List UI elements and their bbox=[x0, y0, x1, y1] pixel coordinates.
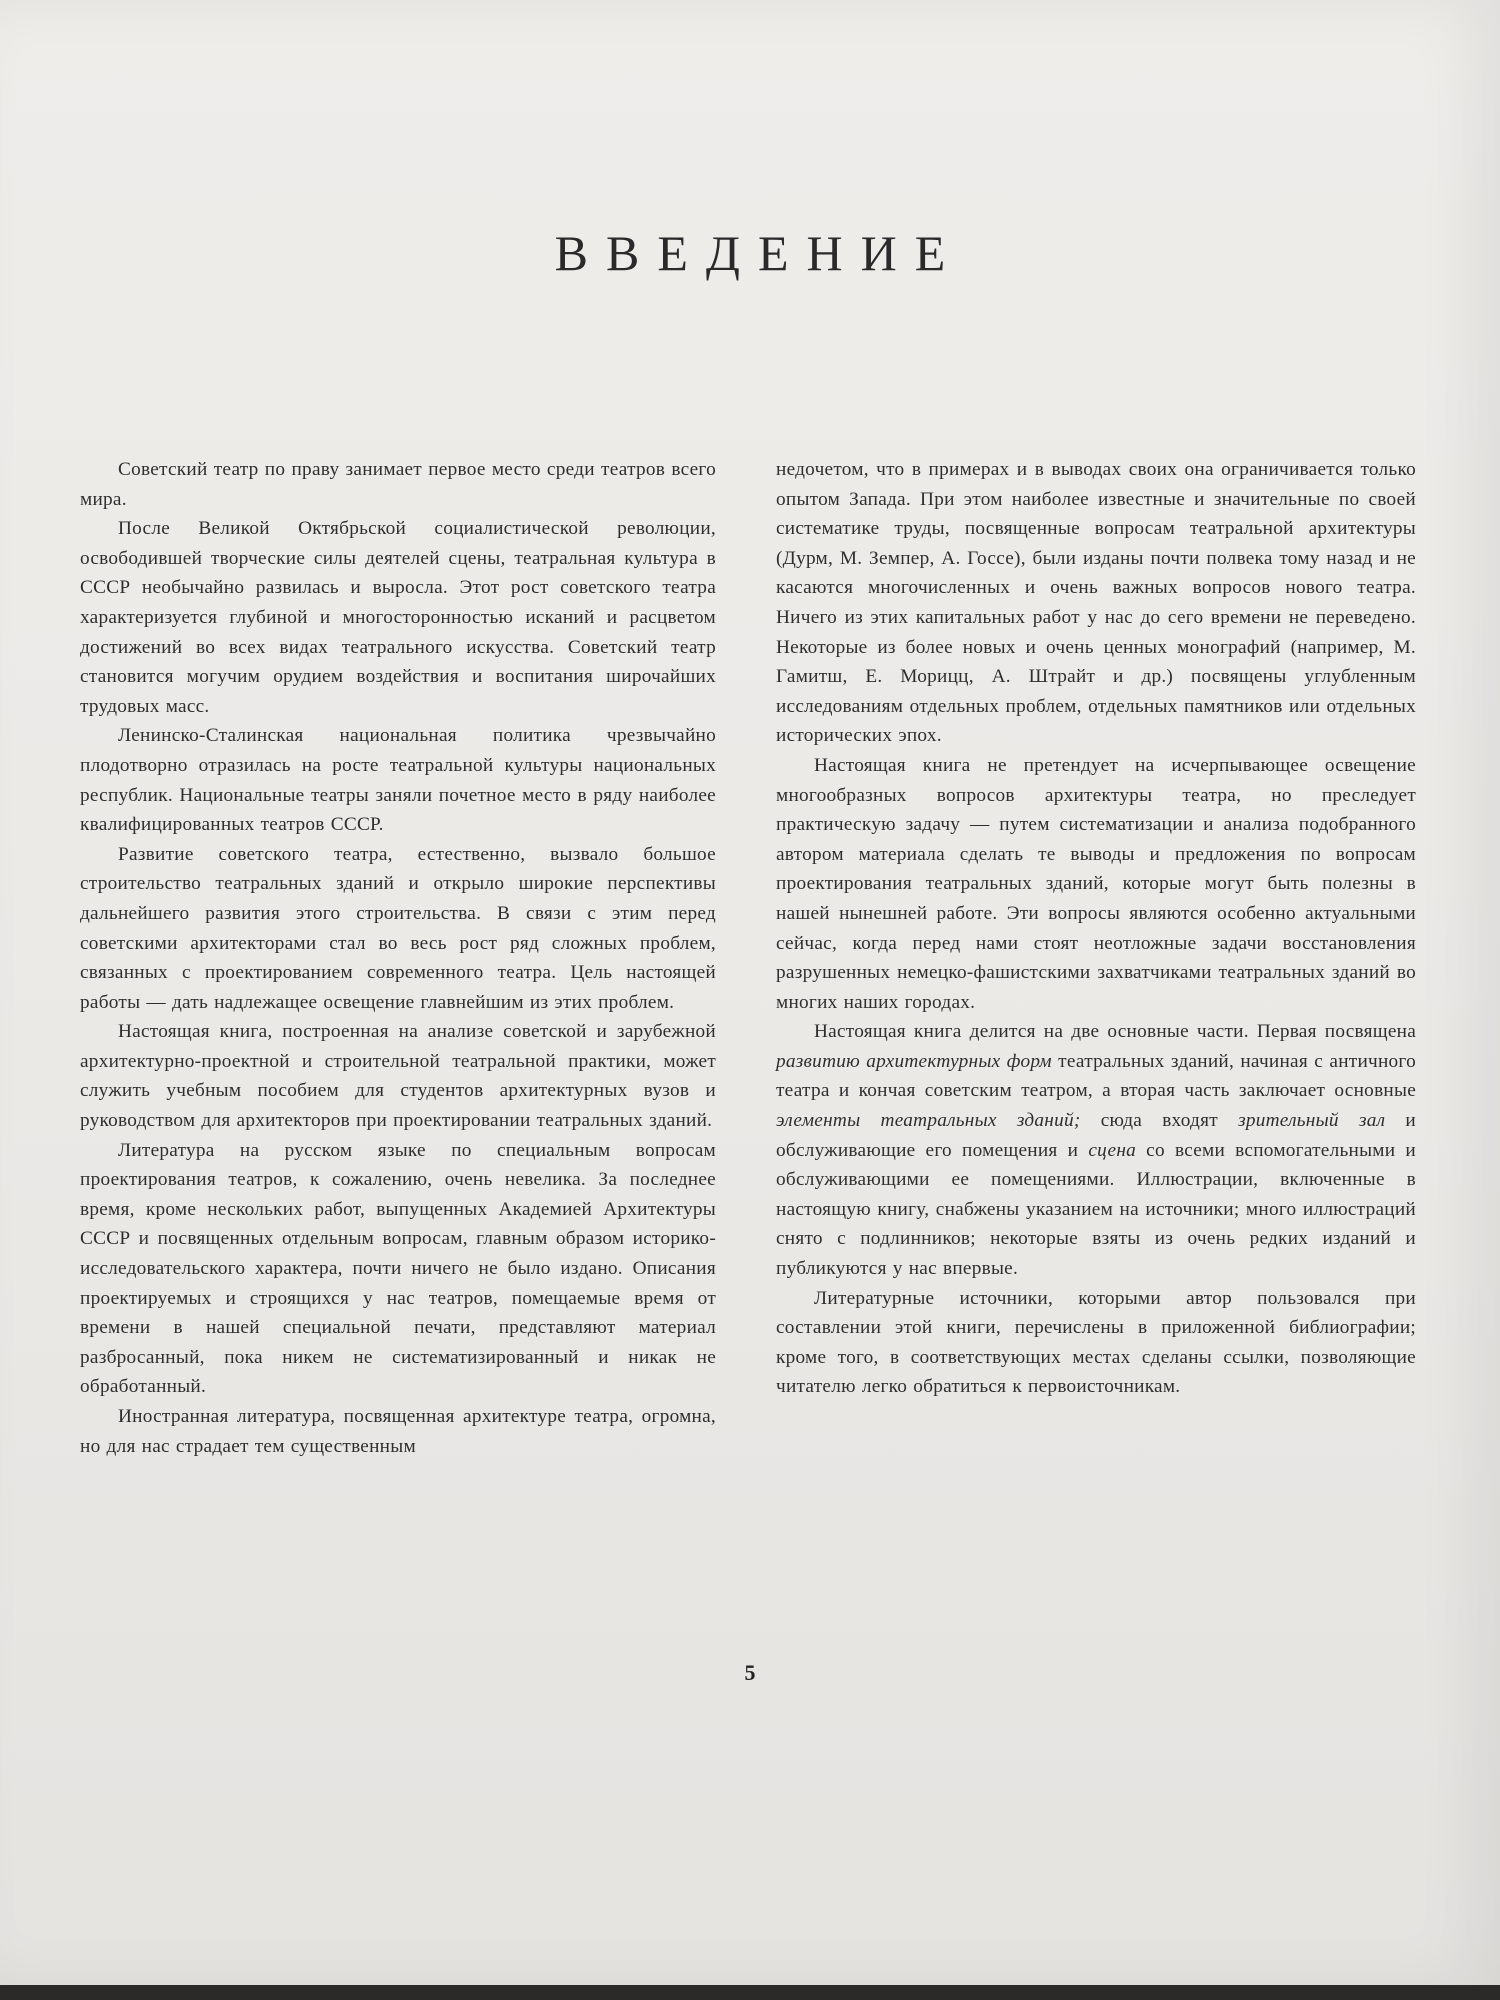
paragraph: недочетом, что в примерах и в выводах своих она ограничивается только опытом Запада. При этом наиболее известные и значительные по своей систематике труды, посвященные вопросам театральной архитектуры (Дурм, М. Земпер, А. Госсе), были изданы почти полвека тому назад и не касаются многочисленных и очень важных вопросов нового театра. Ничего из этих капитальных работ у нас до сего времени не переведено. Некоторые из более новых и очень ценных монографий (например, М. Гамитш, Е. Морицц, А. Штрайт и др.) посвящены углубленным исследованиям отдельных проблем, отдельных памятников или отдельных исторических эпох. bbox=[776, 459, 1416, 747]
paragraph: Иностранная литература, посвященная архитектуре театра, огромна, но для нас страдает тем существенным bbox=[80, 1406, 716, 1457]
text-run: и обслуживающие его помещения и bbox=[776, 1110, 1416, 1161]
chapter-title: ВВЕДЕНИЕ bbox=[554, 225, 964, 281]
paragraph-parts bbox=[776, 1017, 1416, 1283]
paragraph: Литература на русском языке по специальным вопросам проектирования театров, к сожалению, очень невелика. За последнее время, кроме нескольких работ, выпущенных Академией Архитектуры СССР и посвященных отдельным вопросам, главным образом историко-исследовательского характера, почти ничего не было издано. Описания проектируемых и строящихся у нас театров, помещаемые время от времени в нашей специальной печати, представляют материал разбросанный, пока никем не систематизированный и никак не обработанный. bbox=[80, 1139, 716, 1398]
emphasis: элементы театральных зданий; bbox=[776, 1110, 1081, 1132]
paragraph: Развитие советского театра, естественно, вызвало большое строительство театральных зданий и открыло широкие перспективы дальнейшего развития этого строительства. В связи с этим перед советскими архитекторами стал во весь рост ряд сложных проблем, связанных с проектированием современного театра. Цель настоящей работы — дать надлежащее освещение главнейшим из этих проблем. bbox=[80, 843, 716, 1013]
emphasis: сцена bbox=[1088, 1139, 1137, 1161]
paragraph: После Великой Октябрьской социалистической революции, освободившей творческие силы деятелей сцены, театральная культура в СССР необычайно развилась и выросла. Этот рост советского театра характеризуется глубиной и многосторонностью исканий и расцветом достижений во всех видах театрального искусства. Советский театр становится могучим орудием воздействия и воспитания широчайших трудовых масс. bbox=[80, 518, 716, 717]
paragraph: Настоящая книга не претендует на исчерпывающее освещение многообразных вопросов архитектуры театра, но преследует практическую задачу — путем систематизации и анализа подобранного автором материала сделать те выводы и предложения по вопросам проектирования театральных зданий, которые могут быть полезны в нашей нынешней работе. Эти вопросы являются особенно актуальными сейчас, когда перед нами стоят неотложные задачи восстановления разрушенных немецко-фашистскими захватчиками театральных зданий во многих наших городах. bbox=[776, 754, 1416, 1013]
paragraph: Литературные источники, которыми автор пользовался при составлении этой книги, перечислены в приложенной библиографии; кроме того, в соответствующих местах сделаны ссылки, позволяющие читателю легко обратиться к первоисточникам. bbox=[776, 1287, 1416, 1398]
emphasis: зрительный зал bbox=[1238, 1110, 1386, 1132]
paragraph: Советский театр по праву занимает первое место среди театров всего мира. bbox=[80, 459, 716, 510]
text-run: Настоящая книга делится на две основные части. Первая посвящена bbox=[814, 1021, 1416, 1043]
paragraph: Ленинско-Сталинская национальная политика чрезвычайно плодотворно отразилась на росте театральной культуры национальных республик. Национальные театры заняли почетное место в ряду наиболее квалифицированных театров СССР. bbox=[80, 725, 716, 836]
text-run: театральных зданий, начиная с античного театра и кончая советским театром, а вторая часть заключает основные bbox=[776, 1050, 1417, 1102]
paragraph: Настоящая книга, построенная на анализе советской и зарубежной архитектурно-проектной и строительной театральной практики, может служить учебным пособием для студентов архитектурных вузов и руководством для архитекторов при проектировании театральных зданий. bbox=[80, 1021, 716, 1132]
text-run: со всеми вспомогательными и обслуживающими ее помещениями. Иллюстрации, включенные в настоящую книгу, снабжены указанием на источники; много иллюстраций снято с подлинников; некоторые взяты из очень редких изданий и публикуются у нас впервые. bbox=[776, 1139, 1416, 1280]
left-column bbox=[80, 455, 716, 1461]
page-bottom-edge bbox=[0, 1985, 1500, 2000]
text-run: сюда входят bbox=[1080, 1110, 1239, 1132]
right-column bbox=[776, 455, 1416, 1402]
emphasis: развитию архитектурных форм bbox=[776, 1050, 1052, 1072]
page-number: 5 bbox=[744, 1660, 756, 1685]
